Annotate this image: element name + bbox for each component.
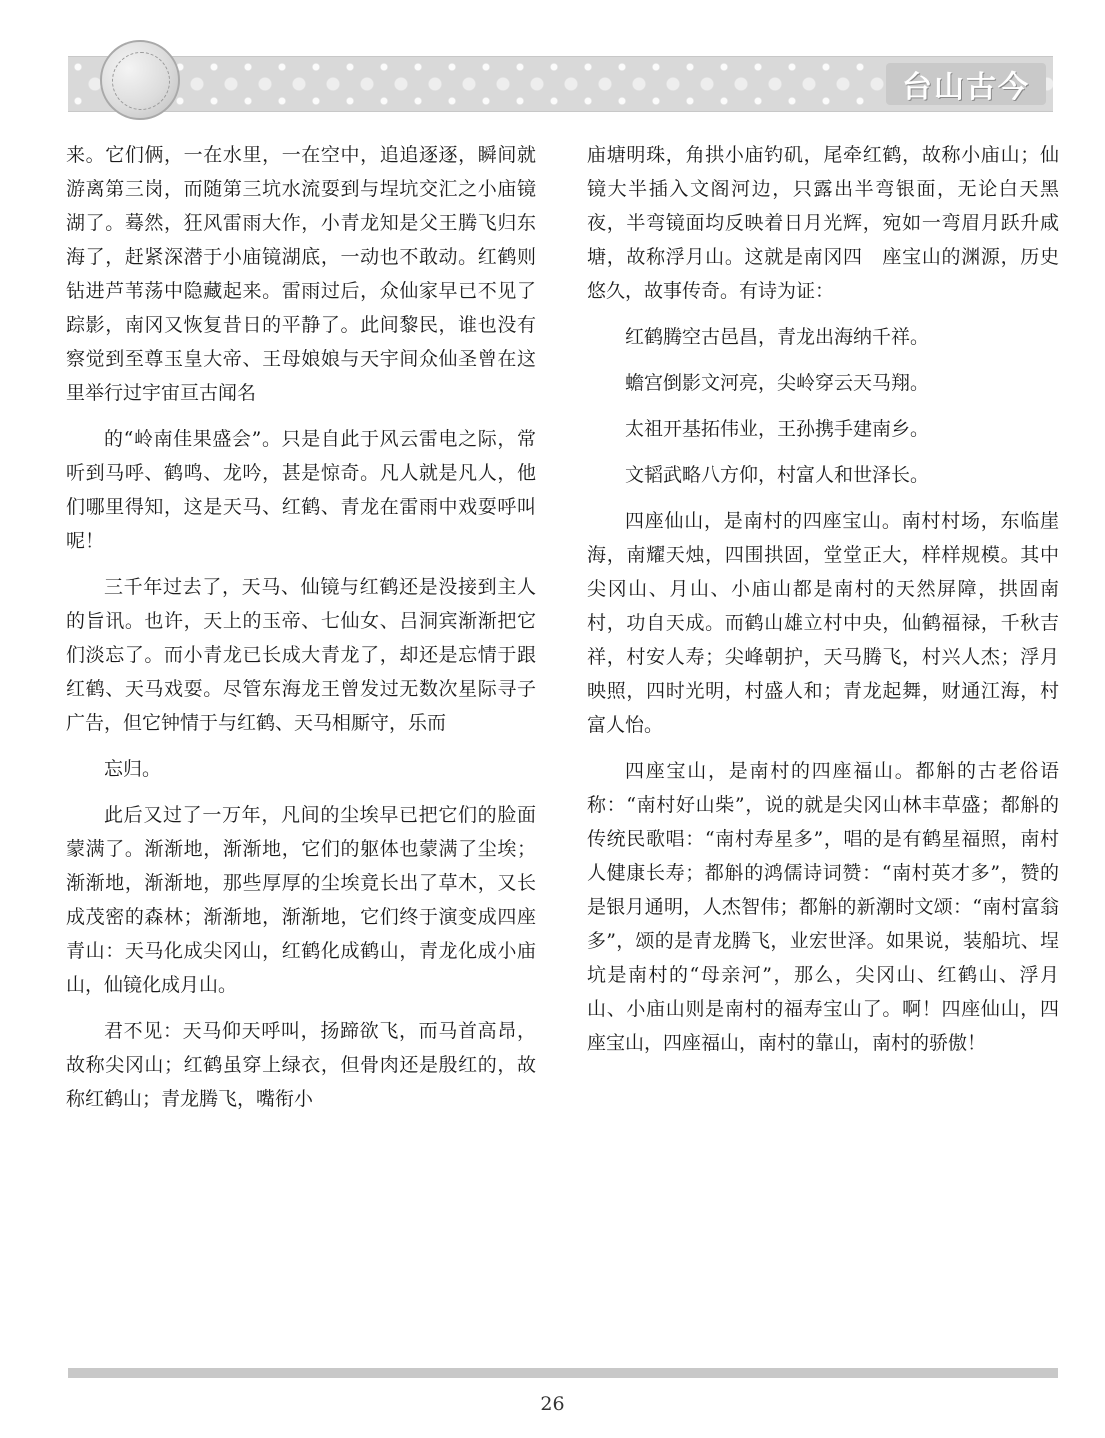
paragraph: 庙塘明珠，角拱小庙钓矶，尾牵红鹤，故称小庙山；仙镜大半插入文阁河边，只露出半弯银面，无论白天黑夜，半弯镜面均反映着日月光辉，宛如一弯眉月跃升咸塘，故称浮月山。这就是南冈四 座宝山的渊源，历史悠久，故事传奇。有诗为证：	[587, 144, 1059, 302]
paragraph: 四座宝山，是南村的四座福山。都斛的古老俗语称：“南村好山柴”，说的就是尖冈山林丰草盛；都斛的传统民歌唱：“南村寿星多”，唱的是有鹤星福照，南村人健康长寿；都斛的鸿儒诗词赞：“南村英才多”，赞的是银月通明，人杰智伟；都斛的新潮时文颂：“南村富翁多”，颂的是青龙腾飞，业宏世泽。如果说，装船坑、埕坑是南村的“母亲河”，那么，尖冈山、红鹤山、浮月山、小庙山则是南村的福寿宝山了。啊！四座仙山，四座宝山，四座福山，南村的靠山，南村的骄傲！	[587, 760, 1059, 1054]
medallion-ring	[112, 52, 170, 110]
brand-box	[886, 63, 1046, 105]
right-text-column	[587, 138, 1059, 1072]
poem-line: 红鹤腾空古邑昌，青龙出海纳千祥。	[625, 326, 930, 348]
paragraph: 三千年过去了，天马、仙镜与红鹤还是没接到主人的旨讯。也许，天上的玉帝、七仙女、吕洞宾渐渐把它们淡忘了。而小青龙已长成大青龙了，却还是忘情于跟红鹤、天马戏耍。尽管东海龙王曾发过无数次星际寻子广告，但它钟情于与红鹤、天马相厮守，乐而	[66, 576, 536, 734]
paragraph: 君不见：天马仰天呼叫，扬蹄欲飞，而马首高昂，故称尖冈山；红鹤虽穿上绿衣，但骨肉还是殷红的，故称红鹤山；青龙腾飞，嘴衔小	[66, 1020, 536, 1110]
paragraph: 来。它们俩，一在水里，一在空中，追追逐逐，瞬间就游离第三岗，而随第三坑水流耍到与埕坑交汇之小庙镜湖了。蓦然，狂风雷雨大作，小青龙知是父王腾飞归东海了，赶紧深潜于小庙镜湖底，一动也不敢动。红鹤则钻进芦苇荡中隐藏起来。雷雨过后，众仙家早已不见了踪影，南冈又恢复昔日的平静了。此间黎民，谁也没有察觉到至尊玉皇大帝、王母娘娘与天宇间众仙圣曾在这里举行过宇宙亘古闻名	[66, 144, 536, 404]
page-number: 26	[540, 1393, 565, 1415]
footer-rule	[68, 1368, 1058, 1378]
poem-line: 蟾宫倒影文河亮，尖岭穿云天马翔。	[625, 372, 930, 394]
poem-line: 太祖开基拓伟业，王孙携手建南乡。	[625, 418, 930, 440]
poem-line: 文韬武略八方仰，村富人和世泽长。	[625, 464, 930, 486]
header-medallion-emblem	[100, 40, 180, 120]
paragraph: 此后又过了一万年，凡间的尘埃早已把它们的脸面蒙满了。渐渐地，渐渐地，它们的躯体也蒙满了尘埃；渐渐地，渐渐地，那些厚厚的尘埃竟长出了草木，又长成茂密的森林；渐渐地，渐渐地，它们终于演变成四座青山：天马化成尖冈山，红鹤化成鹤山，青龙化成小庙山，仙镜化成月山。	[66, 804, 536, 996]
paragraph: 忘归。	[104, 758, 162, 780]
left-text-column	[66, 138, 536, 1128]
paragraph: 四座仙山，是南村的四座宝山。南村村场，东临崖海，南耀天烛，四围拱固，堂堂正大，样样规模。其中尖冈山、月山、小庙山都是南村的天然屏障，拱固南村，功自天成。而鹤山雄立村中央，仙鹤福禄，千秋吉祥，村安人寿；尖峰朝护，天马腾飞，村兴人杰；浮月映照，四时光明，村盛人和；青龙起舞，财通江海，村富人怡。	[587, 510, 1059, 736]
magazine-brand-title: 台山古今	[902, 70, 1030, 105]
paragraph: 的“岭南佳果盛会”。只是自此于风云雷电之际，常听到马呼、鹤鸣、龙吟，甚是惊奇。凡人就是凡人，他们哪里得知，这是天马、红鹤、青龙在雷雨中戏耍呼叫呢！	[66, 428, 536, 552]
